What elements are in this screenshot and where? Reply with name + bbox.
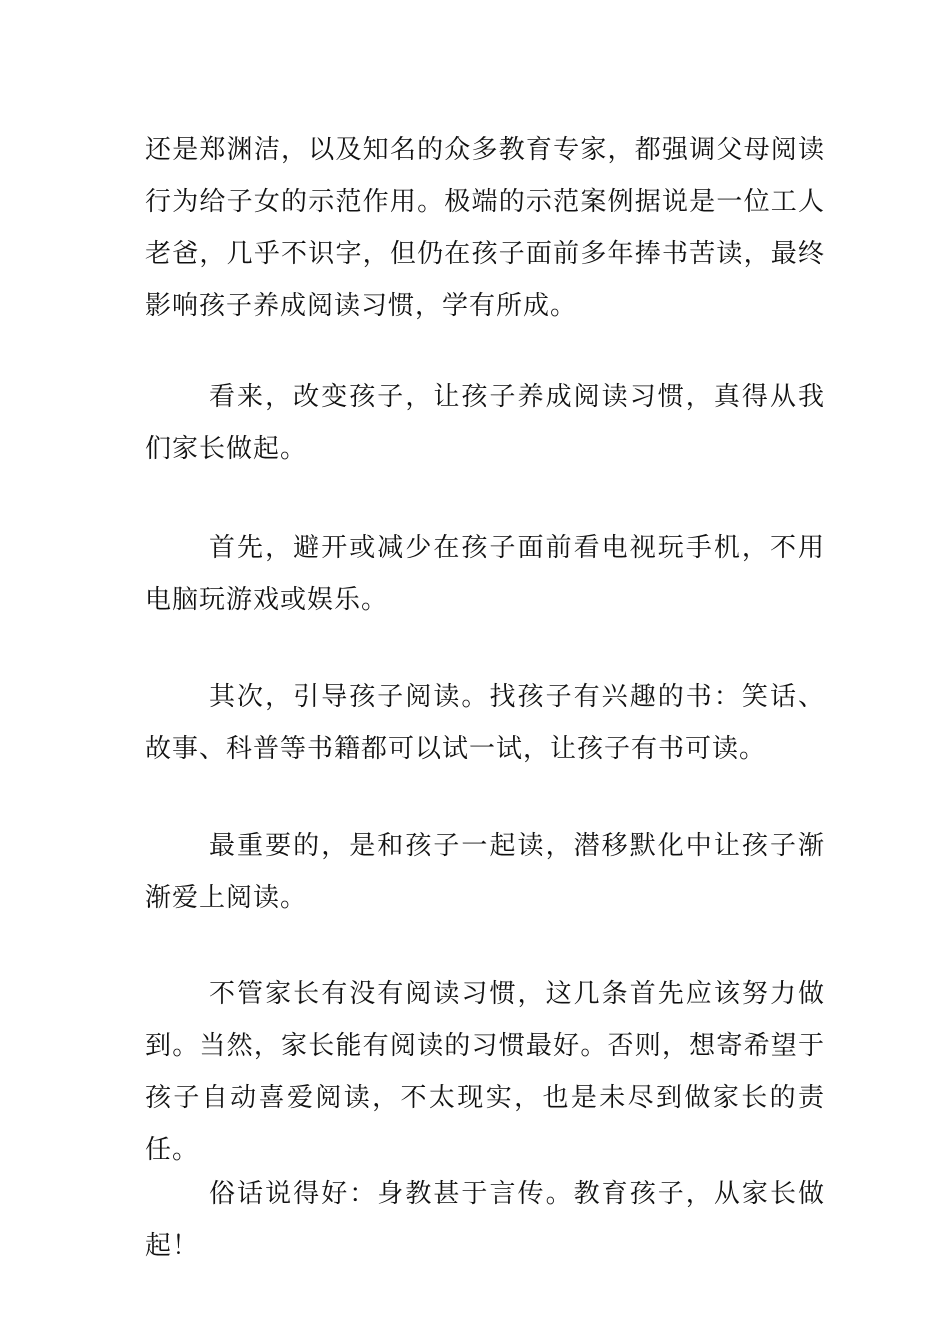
paragraph-read-together: 最重要的，是和孩子一起读，潜移默化中让孩子渐渐爱上阅读。 xyxy=(145,831,825,913)
paragraph-parent-responsibility: 不管家长有没有阅读习惯，这几条首先应该努力做到。当然，家长能有阅读的习惯最好。否则，想寄希望于孩子自动喜爱阅读，不太现实，也是未尽到做家长的责任。 xyxy=(145,979,825,1165)
paragraph-closing-proverb: 俗话说得好：身教甚于言传。教育孩子，从家长做起！ xyxy=(145,1179,825,1261)
paragraph-first-step: 首先，避开或减少在孩子面前看电视玩手机，不用电脑玩游戏或娱乐。 xyxy=(145,533,825,615)
paragraph-start-with-parents: 看来，改变孩子，让孩子养成阅读习惯，真得从我们家长做起。 xyxy=(145,382,825,464)
paragraph-father-example: 还是郑渊洁，以及知名的众多教育专家，都强调父母阅读行为给子女的示范作用。极端的示范案例据说是一位工人老爸，几乎不识字，但仍在孩子面前多年捧书苦读，最终影响孩子养成阅读习惯，学有所成。 xyxy=(145,135,825,321)
paragraph-second-step: 其次，引导孩子阅读。找孩子有兴趣的书：笑话、故事、科普等书籍都可以试一试，让孩子有书可读。 xyxy=(145,682,825,764)
